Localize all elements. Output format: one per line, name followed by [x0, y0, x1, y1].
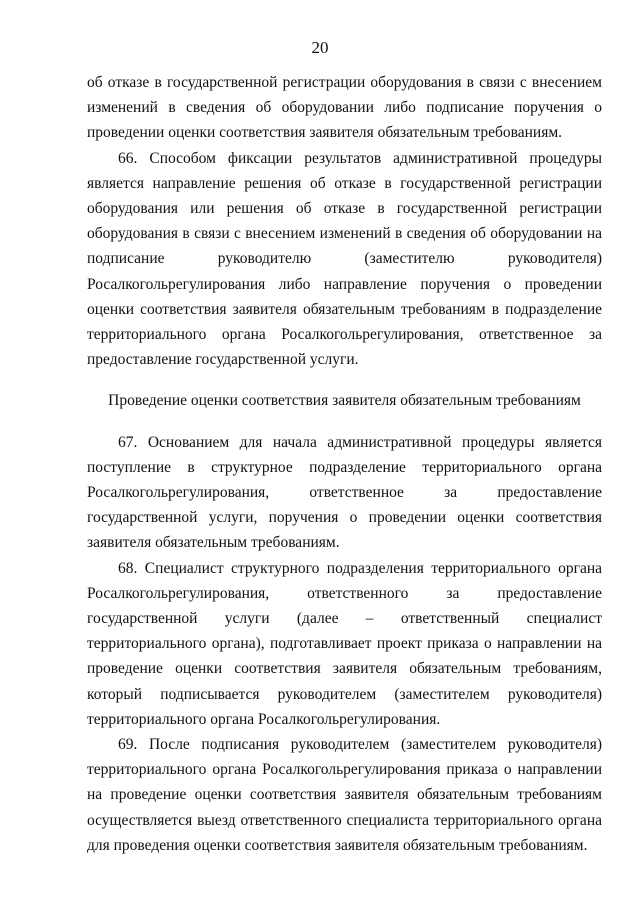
section-heading: Проведение оценки соответствия заявителя обязательным требованиям: [108, 392, 581, 410]
page-number: 20: [311, 38, 329, 57]
paragraph-68: 68. Специалист структурного подразделения территориального органа Росалкогольрегулирования, ответственного за предоставление государственной услуги (далее – ответственный специалист территориального органа), подготавливает проект приказа о направлении на проведение оценки соответствия заявителя обязательным требованиям, который подписывается руководителем (заместителем руководителя) территориального органа Росалкогольрегулирования.: [87, 559, 602, 728]
paragraph-continuation: об отказе в государственной регистрации оборудования в связи с внесением изменений в сведения об оборудовании либо подписание поручения о проведении оценки соответствия заявителя обязательным требованиям.: [87, 74, 602, 142]
document-body: [87, 70, 602, 858]
paragraph-66: 66. Способом фиксации результатов административной процедуры является направление решения об отказе в государственной регистрации оборудования или решения об отказе в государственной регистрации оборудования в связи с внесением изменений в сведения об оборудовании на подписание руководителю (заместителю руководителя) Росалкогольрегулирования либо направление поручения о проведении оценки соответствия заявителя обязательным требованиям в подразделение территориального органа Росалкогольрегулирования, ответственное за предоставление государственной услуги.: [87, 149, 602, 369]
paragraph-69: 69. После подписания руководителем (заместителем руководителя) территориального органа Росалкогольрегулирования приказа о направлении на проведение оценки соответствия заявителя обязательным требованиям осуществляется выезд ответственного специалиста территориального органа для проведения оценки соответствия заявителя обязательным требованиям.: [87, 736, 602, 854]
paragraph-67: 67. Основанием для начала административной процедуры является поступление в структурное подразделение территориального органа Росалкогольрегулирования, ответственное за предоставление государственной услуги, поручения о проведении оценки соответствия заявителя обязательным требованиям.: [87, 433, 602, 552]
